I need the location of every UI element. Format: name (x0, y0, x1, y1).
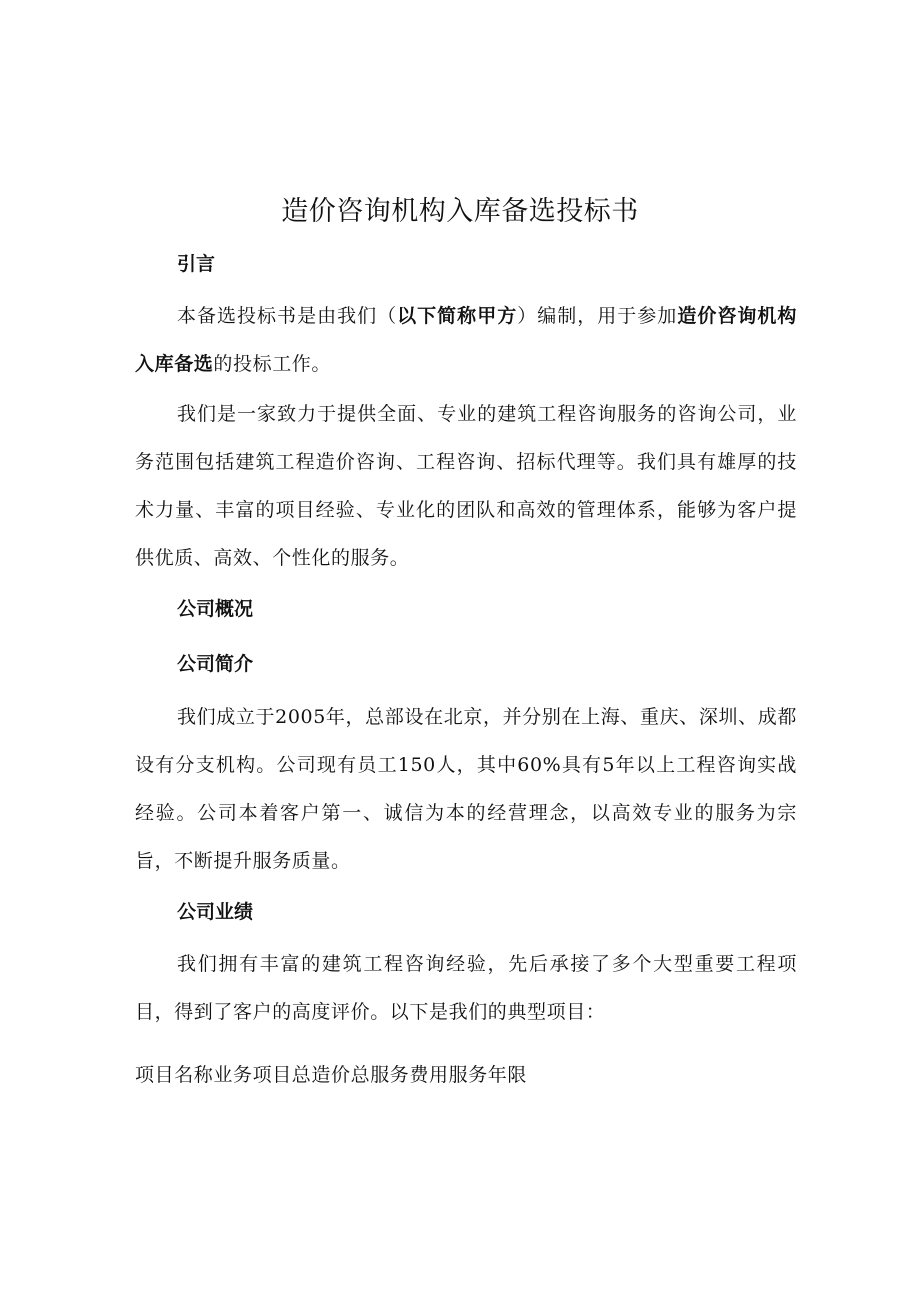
company-profile-paragraph: 我们成立于2005年，总部设在北京，并分别在上海、重庆、深圳、成都设有分支机构。公司现有员工150人，其中60%具有5年以上工程咨询实战经验。公司本着客户第一、诚信为本的经营理念，以高效专业的服务为宗旨，不断提升服务质量。 (135, 706, 797, 872)
company-profile-heading: 公司简介 (177, 653, 254, 675)
company-performance-heading: 公司业绩 (177, 901, 254, 923)
projects-table-header: 项目名称业务项目总造价总服务费用服务年限 (135, 1064, 528, 1086)
intro-p1-bold-project: 造价咨询机构入库备选 (135, 305, 797, 375)
intro-p1-text-1: 本备选投标书是由我们（ (177, 305, 398, 327)
intro-heading: 引言 (177, 253, 216, 275)
document-title: 造价咨询机构入库备选投标书 (281, 196, 639, 227)
intro-paragraph-1 (135, 292, 797, 388)
company-overview-heading: 公司概况 (177, 598, 254, 620)
intro-p1-text-2: ）编制，用于参加 (517, 305, 678, 327)
intro-paragraph-2: 我们是一家致力于提供全面、专业的建筑工程咨询服务的咨询公司，业务范围包括建筑工程造价咨询、工程咨询、招标代理等。我们具有雄厚的技术力量、丰富的项目经验、专业化的团队和高效的管理体系，能够为客户提供优质、高效、个性化的服务。 (135, 403, 797, 569)
company-performance-paragraph: 我们拥有丰富的建筑工程咨询经验，先后承接了多个大型重要工程项目，得到了客户的高度评价。以下是我们的典型项目： (135, 953, 797, 1023)
intro-p1-text-3: 的投标工作。 (213, 353, 332, 375)
intro-p1-bold-party: 以下简称甲方 (397, 305, 518, 327)
